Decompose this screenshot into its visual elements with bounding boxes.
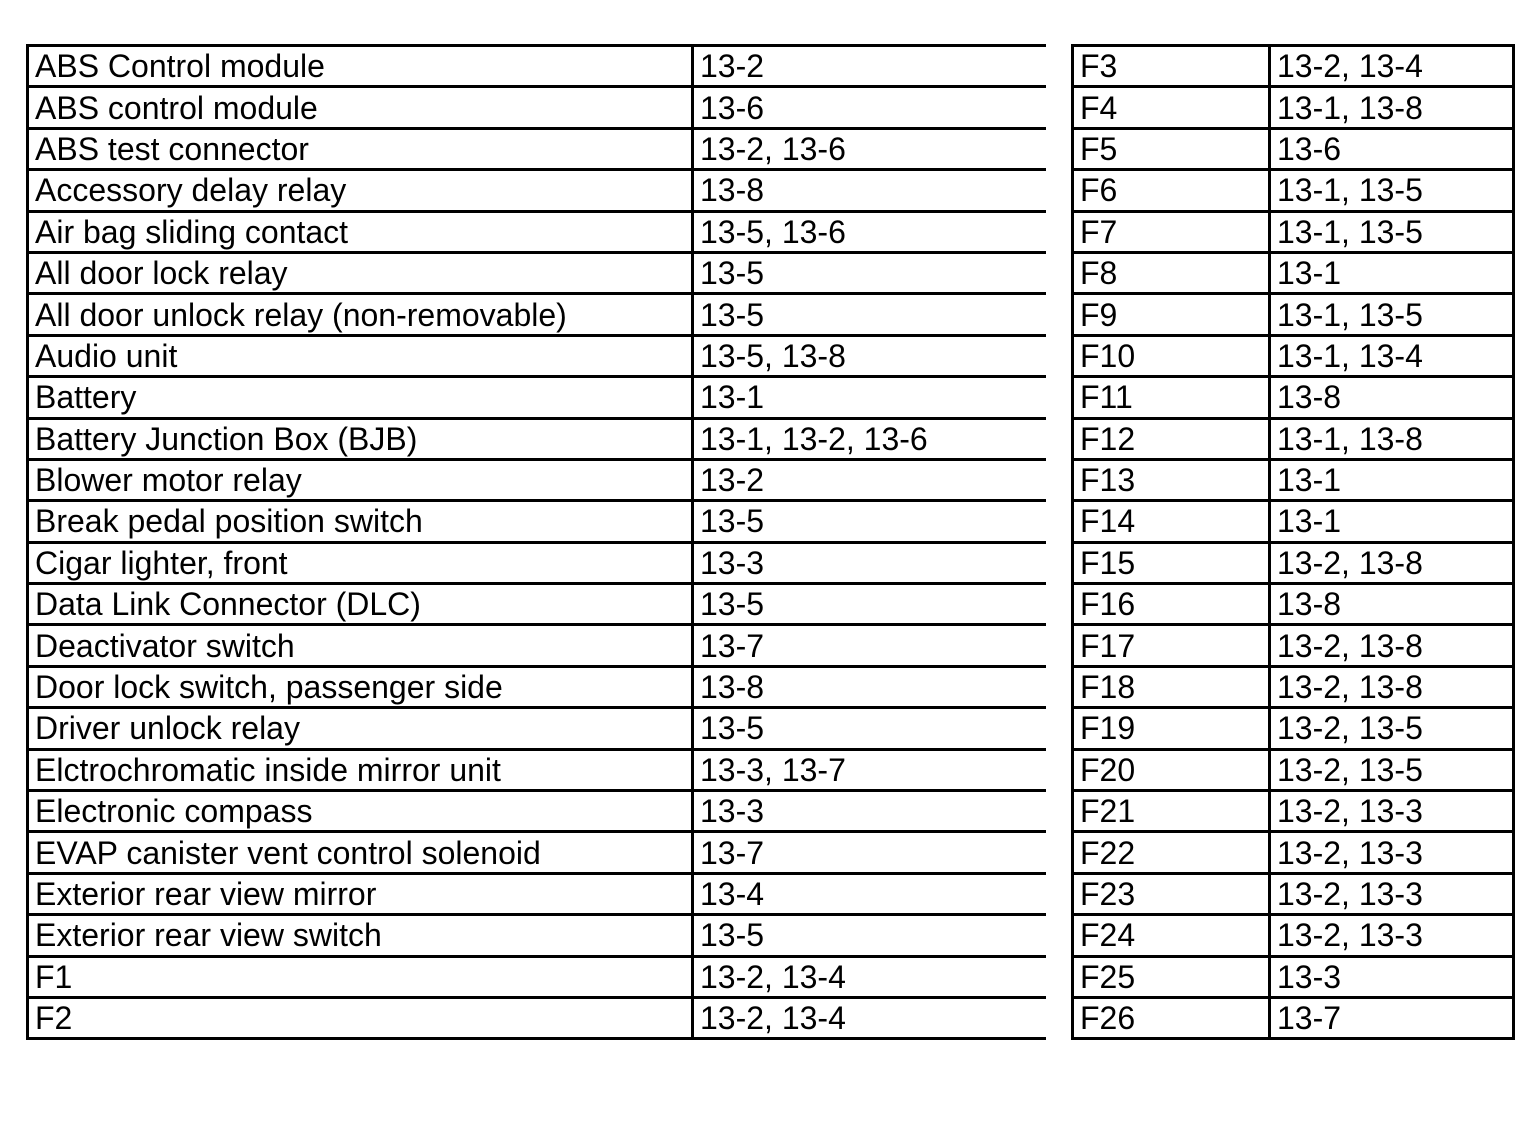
page-reference-cell: 13-1 — [1270, 252, 1514, 293]
table-row — [28, 749, 1048, 790]
page-reference-cell: 13-5, 13-8 — [693, 335, 1048, 376]
table-row — [28, 252, 1048, 293]
page-reference-cell: 13-3 — [1270, 956, 1514, 997]
component-name-cell: F25 — [1073, 956, 1270, 997]
table-row — [1073, 501, 1514, 542]
component-name-cell: Break pedal position switch — [28, 501, 693, 542]
component-name-cell: F21 — [1073, 791, 1270, 832]
page-reference-cell: 13-1 — [1270, 501, 1514, 542]
component-name-cell: F11 — [1073, 377, 1270, 418]
table-row — [1073, 87, 1514, 128]
page-reference-cell: 13-1, 13-8 — [1270, 418, 1514, 459]
component-name-cell: F2 — [28, 997, 693, 1038]
table-row — [28, 542, 1048, 583]
component-name-cell: F12 — [1073, 418, 1270, 459]
component-name-cell: Accessory delay relay — [28, 170, 693, 211]
table-row — [28, 915, 1048, 956]
component-name-cell: ABS test connector — [28, 128, 693, 169]
page-reference-cell: 13-2 — [693, 459, 1048, 500]
table-row — [1073, 832, 1514, 873]
page-reference-cell: 13-2, 13-4 — [1270, 46, 1514, 87]
table-row — [28, 997, 1048, 1038]
component-name-cell: F18 — [1073, 666, 1270, 707]
page-reference-cell: 13-1, 13-4 — [1270, 335, 1514, 376]
page-reference-cell: 13-8 — [1270, 584, 1514, 625]
component-name-cell: ABS control module — [28, 87, 693, 128]
table-row — [28, 501, 1048, 542]
table-row — [28, 459, 1048, 500]
table-row — [1073, 418, 1514, 459]
table-row — [1073, 791, 1514, 832]
page-reference-cell: 13-1 — [693, 377, 1048, 418]
right-table-body — [1073, 46, 1514, 1039]
table-row — [1073, 377, 1514, 418]
page-reference-cell: 13-2, 13-4 — [693, 956, 1048, 997]
page-reference-cell: 13-1, 13-5 — [1270, 294, 1514, 335]
page-reference-cell: 13-5 — [693, 915, 1048, 956]
component-name-cell: F17 — [1073, 625, 1270, 666]
page-reference-cell: 13-7 — [1270, 997, 1514, 1038]
component-name-cell: Exterior rear view mirror — [28, 873, 693, 914]
component-name-cell: F23 — [1073, 873, 1270, 914]
component-name-cell: EVAP canister vent control solenoid — [28, 832, 693, 873]
table-row — [1073, 997, 1514, 1038]
component-name-cell: F8 — [1073, 252, 1270, 293]
component-name-cell: F13 — [1073, 459, 1270, 500]
component-name-cell: F3 — [1073, 46, 1270, 87]
component-name-cell: Air bag sliding contact — [28, 211, 693, 252]
page-reference-cell: 13-7 — [693, 832, 1048, 873]
page-reference-cell: 13-3 — [693, 791, 1048, 832]
page-reference-cell: 13-5 — [693, 252, 1048, 293]
column-gutter — [1046, 44, 1071, 1108]
component-name-cell: All door lock relay — [28, 252, 693, 293]
page-reference-cell: 13-2 — [693, 46, 1048, 87]
component-name-cell: F19 — [1073, 708, 1270, 749]
page-reference-cell: 13-2, 13-8 — [1270, 666, 1514, 707]
table-row — [28, 335, 1048, 376]
table-row — [1073, 294, 1514, 335]
component-name-cell: Electronic compass — [28, 791, 693, 832]
table-row — [28, 211, 1048, 252]
component-name-cell: Battery Junction Box (BJB) — [28, 418, 693, 459]
component-name-cell: F22 — [1073, 832, 1270, 873]
table-row — [28, 128, 1048, 169]
page-reference-cell: 13-5 — [693, 294, 1048, 335]
page-reference-cell: 13-8 — [693, 666, 1048, 707]
table-row — [1073, 625, 1514, 666]
component-name-cell: F14 — [1073, 501, 1270, 542]
table-row — [1073, 46, 1514, 87]
table-row — [28, 791, 1048, 832]
page-reference-cell: 13-2, 13-3 — [1270, 791, 1514, 832]
page-reference-cell: 13-1, 13-5 — [1270, 170, 1514, 211]
table-row — [1073, 211, 1514, 252]
page-reference-cell: 13-2, 13-5 — [1270, 708, 1514, 749]
table-row — [1073, 584, 1514, 625]
table-row — [28, 584, 1048, 625]
component-name-cell: F5 — [1073, 128, 1270, 169]
table-row — [1073, 749, 1514, 790]
page-reference-cell: 13-2, 13-4 — [693, 997, 1048, 1038]
page-reference-cell: 13-2, 13-3 — [1270, 873, 1514, 914]
table-row — [1073, 252, 1514, 293]
page-reference-cell: 13-5 — [693, 708, 1048, 749]
component-name-cell: Data Link Connector (DLC) — [28, 584, 693, 625]
table-row — [28, 708, 1048, 749]
table-row — [1073, 128, 1514, 169]
component-name-cell: Blower motor relay — [28, 459, 693, 500]
table-row — [1073, 915, 1514, 956]
table-row — [1073, 459, 1514, 500]
table-row — [1073, 956, 1514, 997]
component-name-cell: Elctrochromatic inside mirror unit — [28, 749, 693, 790]
component-name-cell: All door unlock relay (non-removable) — [28, 294, 693, 335]
table-row — [1073, 170, 1514, 211]
component-name-cell: F16 — [1073, 584, 1270, 625]
page-reference-cell: 13-6 — [693, 87, 1048, 128]
component-name-cell: F10 — [1073, 335, 1270, 376]
page-reference-cell: 13-1 — [1270, 459, 1514, 500]
table-row — [1073, 335, 1514, 376]
component-name-cell: Driver unlock relay — [28, 708, 693, 749]
table-row — [1073, 873, 1514, 914]
component-name-cell: F1 — [28, 956, 693, 997]
page-reference-cell: 13-5 — [693, 501, 1048, 542]
component-name-cell: Audio unit — [28, 335, 693, 376]
table-row — [1073, 666, 1514, 707]
component-name-cell: Cigar lighter, front — [28, 542, 693, 583]
page-reference-cell: 13-8 — [1270, 377, 1514, 418]
table-row — [1073, 542, 1514, 583]
component-name-cell: F15 — [1073, 542, 1270, 583]
page-reference-cell: 13-1, 13-8 — [1270, 87, 1514, 128]
table-row — [28, 87, 1048, 128]
component-name-cell: F7 — [1073, 211, 1270, 252]
page-reference-cell: 13-4 — [693, 873, 1048, 914]
page-reference-cell: 13-2, 13-3 — [1270, 832, 1514, 873]
component-name-cell: F4 — [1073, 87, 1270, 128]
table-row — [28, 873, 1048, 914]
page-reference-cell: 13-7 — [693, 625, 1048, 666]
page-reference-cell: 13-3, 13-7 — [693, 749, 1048, 790]
component-name-cell: Door lock switch, passenger side — [28, 666, 693, 707]
page-reference-cell: 13-2, 13-8 — [1270, 625, 1514, 666]
component-name-cell: ABS Control module — [28, 46, 693, 87]
page-reference-cell: 13-2, 13-8 — [1270, 542, 1514, 583]
table-row — [28, 46, 1048, 87]
page-reference-cell: 13-5 — [693, 584, 1048, 625]
component-index-table-right — [1071, 44, 1515, 1040]
page-reference-cell: 13-8 — [693, 170, 1048, 211]
table-row — [28, 832, 1048, 873]
left-table-body — [28, 46, 1048, 1039]
component-name-cell: Battery — [28, 377, 693, 418]
page-reference-cell: 13-6 — [1270, 128, 1514, 169]
page-reference-cell: 13-5, 13-6 — [693, 211, 1048, 252]
page-reference-cell: 13-1, 13-5 — [1270, 211, 1514, 252]
component-name-cell: Deactivator switch — [28, 625, 693, 666]
component-index-table-left — [26, 44, 1049, 1040]
page-reference-cell: 13-2, 13-5 — [1270, 749, 1514, 790]
table-row — [28, 294, 1048, 335]
table-row — [28, 377, 1048, 418]
component-name-cell: Exterior rear view switch — [28, 915, 693, 956]
component-name-cell: F26 — [1073, 997, 1270, 1038]
page-reference-cell: 13-2, 13-3 — [1270, 915, 1514, 956]
table-row — [28, 418, 1048, 459]
table-row — [28, 666, 1048, 707]
table-row — [28, 956, 1048, 997]
page-reference-cell: 13-2, 13-6 — [693, 128, 1048, 169]
page-reference-cell: 13-1, 13-2, 13-6 — [693, 418, 1048, 459]
table-row — [1073, 708, 1514, 749]
page-reference-cell: 13-3 — [693, 542, 1048, 583]
component-name-cell: F6 — [1073, 170, 1270, 211]
component-name-cell: F24 — [1073, 915, 1270, 956]
component-name-cell: F20 — [1073, 749, 1270, 790]
component-name-cell: F9 — [1073, 294, 1270, 335]
table-row — [28, 170, 1048, 211]
table-row — [28, 625, 1048, 666]
